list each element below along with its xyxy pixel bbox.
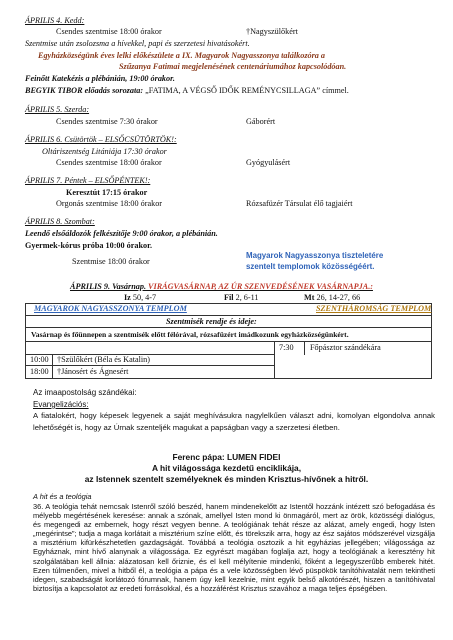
apr9-header-feast: VIRÁGVASÁRNAP, AZ ÚR SZENVEDÉSÉNEK VASÁRNAPJA.: [146,282,373,291]
apr9-header-date: ÁPRILIS 9. Vasárnap. [70,282,146,291]
apostolate-subtitle: Evangelizációs: [33,400,89,409]
apr4-header: ÁPRILIS 4. Kedd: [25,16,85,25]
encyclical-addressees: az Istennek szentelt személyeknek és minden Krisztus-hívőnek a hitről. [84,474,369,484]
encyclical-body: 36. A teológia tehát nemcsak Istenről szóló beszéd, hanem mindenekelőtt az Istentől hozzánk intézett szó befogadása és mélyebb megértésének keresése: annak a szónak, amellyel Isten mond ki önmagáról, mert az örök, közösségi dialógus, és megengedi az embernek, hogy részt vegyen benne. A teológiának tehát része az alázat, amely engedi, hogy Isten „megérintse”; tudja a maga korlátait a misztérium színe előtt, és törekszik arra, hogy az ész sajátos módszerével vizsgálja a misztérium kifürkészhetetlen gazdagságát. Továbbá a teológia osztozik a hit egyházias jellegében; világossága az Egyháznak, mint hívő alanynak a világossága. Ez egyrészt magában foglalja azt, hogy a teológiának a keresztény hit szolgálatában kell állnia: alázatosan kell őriznie, és el kell mélyítenie mindenki, főként a legegyszerűbb emberek hitét. Ezen túlmenően, mivel a hitből él, a teológia a pápa és a vele közösségben lévő püspökök tanítóhivatalát nem tekintheti idegen, szabadságát korlátozó fórumnak, hanem úgy kell kezelnie, mint egyik belső alkotórészét, hiszen a tanítóhivatal biztosítja a kapcsolatot az eredeti forrásokkal, és a hozzáférést Krisztus szavához a maga teljes épségében. [33,502,435,593]
apr7-header: ÁPRILIS 7. Péntek – ELSŐPÉNTEK!: [25,176,151,185]
apr6-mass: Csendes szentmise 18:00 órakor [56,158,162,167]
apr4-highlight-line1: Egyházközségünk éves lelki előkészülete a IX. Magyarok Nagyasszonya találkozóra a [38,51,326,60]
reading-book: Mt [304,293,315,302]
apr4-event2-lead: BEGYIK TIBOR előadás sorozata: [25,86,144,95]
apr5-intention: Gáborért [246,117,276,126]
apr9-reading-1 [124,294,156,302]
church-right-name: SZENTHÁROMSÁG TEMPLOM [316,304,432,313]
encyclical-title: Ferenc pápa: LUMEN FIDEI [172,452,281,462]
apr4-mass: Csendes szentmise 18:00 órakor [56,27,162,36]
church-left-name: MAGYAROK NAGYASSZONYA TEMPLOM [34,304,187,313]
apr8-event1: Leendő elsőáldozók felkészítője 9:00 órakor, a plébánián. [25,229,218,238]
table-time-divider [52,354,53,379]
apr9-reading-2 [224,294,259,302]
apr7-way-of-cross: Keresztút 17:15 órakor [66,188,148,197]
left-row-intention: †Szülőkért (Béla és Katalin) [57,355,150,364]
apr4-event1: Feinőtt Katekézis a plébánián, 19:00 órakor. [25,74,175,83]
left-row-time: 18:00 [30,367,49,376]
apr7-mass: Orgonás szentmise 18:00 órakor [56,199,163,208]
apr4-intention: †Nagyszülőkért [246,27,298,36]
apr6-intention: Gyógyulásért [246,158,291,167]
reading-ref: 50, 4-7 [132,293,157,302]
reading-book: Fil [224,293,234,302]
apr8-header: ÁPRILIS 8. Szombat: [25,217,95,226]
sunday-rosary-note: Vasárnap és főünnepen a szentmisék előtt félórával, rózsafüzért imádkozunk egyházközségünkért. [31,330,349,339]
apr9-reading-3 [304,294,360,302]
apr6-litany: Oltáriszentség Litániája 17:30 órakor [42,147,167,156]
apr5-mass: Csendes szentmise 7:30 órakor [56,117,158,126]
apr5-header: ÁPRILIS 5. Szerda: [25,105,90,114]
apr4-note: Szentmise után zsolozsma a hívekkel, papi és szerzetesi hivatásokért. [25,39,250,48]
left-row-time: 10:00 [30,355,49,364]
table-vertical-divider [274,341,275,379]
apostolate-text: A fiatalokért, hogy képesek legyenek a saját meghívásukra nagylelkűen választ adni, komolyan elgondolva annak lehetőségét is, hogy az Úrnak szenteljék magukat a papságban vagy a szerzetesi életben. [33,411,435,432]
apr9-header [70,283,373,291]
apr4-event2-title: „FATIMA, A VÉGSŐ IDŐK REMÉNYCSILLAGA” címmel. [143,86,349,95]
apr8-blue-note-line2: szentelt templomok közösségéért. [246,262,375,271]
reading-book: Iz [124,293,131,302]
apostolate-title: Az imaapostolság szándékai: [33,388,137,397]
right-church-time: 7:30 [279,343,294,352]
apr7-intention: Rózsafüzér Társulat élő tagjaiért [246,199,353,208]
reading-ref: 26, 14-27, 66 [316,293,361,302]
apr8-blue-note-line1: Magyarok Nagyasszonya tiszteletére [246,251,384,260]
encyclical-subtitle: A hit világossága kezdetű enciklikája, [151,463,302,473]
left-row-intention: †Jánosért és Ágnesért [57,367,129,376]
apr4-highlight-line2: Szűzanya Fatimai megjelenésének centenáriumához kapcsolódóan. [119,62,347,71]
right-church-intention: Főpásztor szándékára [310,343,381,352]
apr6-header: ÁPRILIS 6. Csütörtök – ELSŐCSÜTÖRTÖK!: [25,135,177,144]
reading-ref: 2, 6-11 [235,293,259,302]
section-heading: A hit és a teológia [33,492,92,501]
table-right-time-divider [304,341,305,355]
apr8-event2: Gyermek-kórus próba 10:00 órakor. [25,241,153,250]
apr4-event2 [25,87,349,95]
apr8-mass: Szentmise 18:00 órakor [72,257,150,266]
mass-order-title: Szentmisék rendje és ideje: [166,317,257,326]
